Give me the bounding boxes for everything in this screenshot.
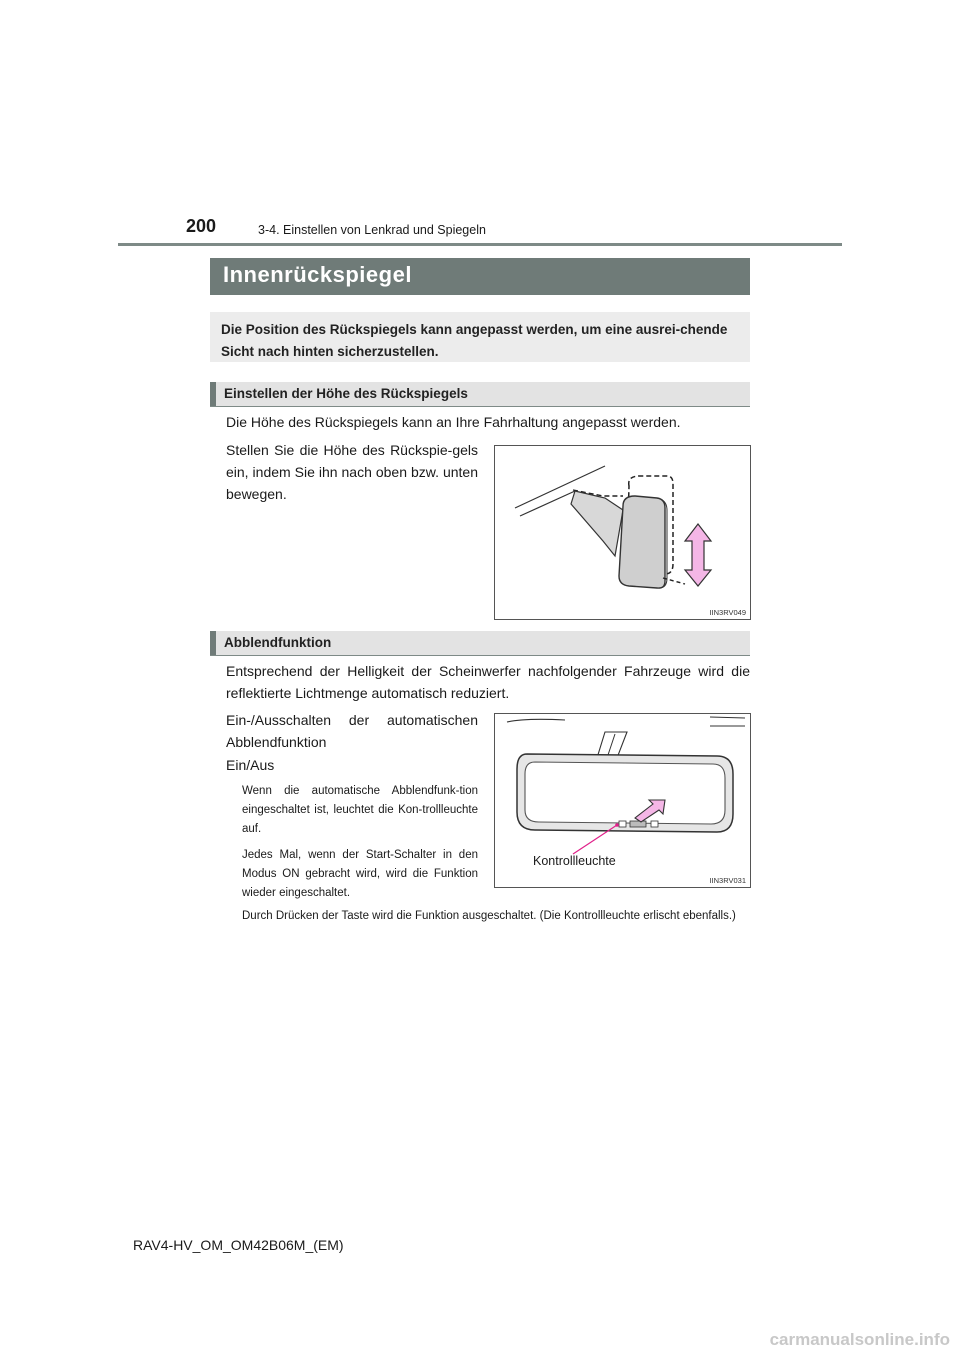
section-heading-height: Einstellen der Höhe des Rückspiegels	[224, 386, 468, 401]
note-reactivation: Jedes Mal, wenn der Start-Schalter in den Modus ON gebracht wird, wird die Funktion wieder eingeschaltet.	[242, 849, 478, 899]
note-button-off: Durch Drücken der Taste wird die Funktion ausgeschaltet. (Die Kontrollleuchte erlischt ebenfalls.)	[242, 910, 736, 922]
heading-tab	[210, 631, 216, 655]
dimming-description: Entsprechend der Helligkeit der Scheinwerfer nachfolgender Fahrzeuge wird die reflektierte Lichtmenge automatisch reduziert.	[226, 663, 750, 701]
mirror-height-illustration	[495, 446, 750, 619]
heading-tab	[210, 382, 216, 406]
figure-id-031: IIN3RV031	[709, 876, 746, 885]
auto-dimming-switch-label: Ein-/Ausschalten der automatischen Abblendfunktion	[226, 712, 478, 750]
mirror-height-figure	[494, 445, 751, 620]
auto-dimming-figure	[494, 713, 751, 888]
height-instruction: Stellen Sie die Höhe des Rückspie-gels ein, indem Sie ihn nach oben bzw. unten bewegen.	[226, 442, 478, 502]
indicator-callout-label: Kontrollleuchte	[533, 854, 616, 868]
section-title: 3-4. Einstellen von Lenkrad und Spiegeln	[258, 223, 486, 237]
height-description: Die Höhe des Rückspiegels kann an Ihre Fahrhaltung angepasst werden.	[226, 414, 681, 430]
figure-id-049: IIN3RV049	[709, 608, 746, 617]
document-code: RAV4-HV_OM_OM42B06M_(EM)	[133, 1237, 344, 1253]
watermark: carmanualsonline.info	[769, 1330, 950, 1349]
section-heading-bar	[210, 382, 750, 407]
page-title: Innenrückspiegel	[223, 262, 412, 287]
section-heading-dimming: Abblendfunktion	[224, 635, 332, 650]
on-off-label: Ein/Aus	[226, 757, 275, 773]
page-number: 200	[186, 216, 217, 236]
intro-text: Die Position des Rückspiegels kann angepasst werden, um eine ausrei-chende Sicht nach hinten sicherzustellen.	[221, 322, 728, 359]
intro-box	[210, 312, 750, 362]
section-heading-bar-dimming	[210, 631, 750, 656]
note-indicator-on: Wenn die automatische Abblendfunk-tion eingeschaltet ist, leuchtet die Kon-trollleuchte auf.	[242, 785, 478, 835]
page-title-bar	[210, 258, 750, 295]
header-rule	[118, 243, 842, 246]
